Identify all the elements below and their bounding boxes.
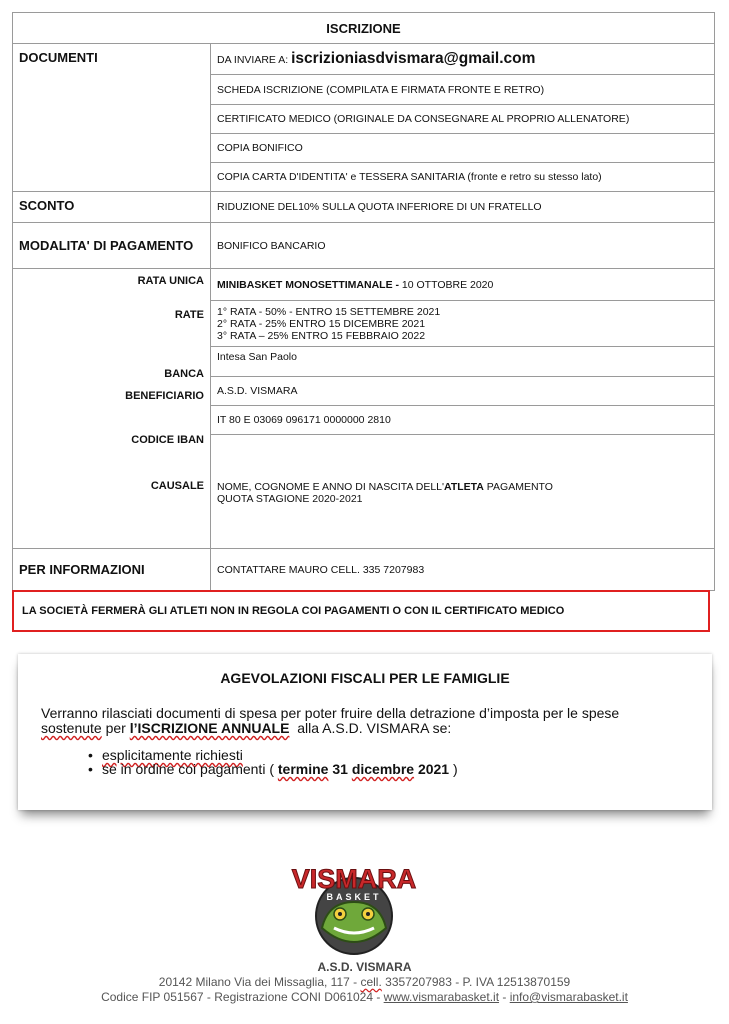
document-item: COPIA BONIFICO bbox=[211, 134, 715, 163]
rata-unica-value: MINIBASKET MONOSETTIMANALE - 10 OTTOBRE 2020 bbox=[211, 269, 714, 301]
payment-warning-banner: LA SOCIETÀ FERMERÀ GLI ATLETI NON IN REGOLA COI PAGAMENTI O CON IL CERTIFICATO MEDICO bbox=[12, 590, 710, 632]
fiscal-title: AGEVOLAZIONI FISCALI PER LE FAMIGLIE bbox=[220, 670, 510, 686]
causale-label: CAUSALE bbox=[150, 480, 204, 492]
documenti-email-cell bbox=[211, 44, 715, 75]
causale-value: NOME, COGNOME E ANNO DI NASCITA DELL'ATLETA PAGAMENTO QUOTA STAGIONE 2020-2021 bbox=[217, 481, 553, 505]
footer-registration: Codice FIP 051567 - Registrazione CONI D061024 - www.vismarabasket.it - info@vismarabasket.it bbox=[101, 990, 628, 1004]
vismara-logo bbox=[288, 858, 420, 958]
pagamento-value: BONIFICO BANCARIO bbox=[211, 223, 715, 269]
sconto-value: RIDUZIONE DEL10% SULLA QUOTA INFERIORE DI UN FRATELLO bbox=[211, 192, 715, 223]
list-item: • esplicitamente richiesti bbox=[88, 748, 712, 762]
send-prefix: DA INVIARE A: bbox=[217, 54, 289, 66]
details-values bbox=[211, 269, 715, 549]
iban-value: IT 80 E 03069 096171 0000000 2810 bbox=[211, 406, 714, 435]
email-link[interactable]: iscrizioniasdvismara@gmail.com bbox=[291, 50, 536, 67]
document-item: SCHEDA ISCRIZIONE (COMPILATA E FIRMATA FRONTE E RETRO) bbox=[211, 75, 715, 105]
table-title: ISCRIZIONE bbox=[13, 13, 715, 44]
beneficiario-value: A.S.D. VISMARA bbox=[211, 377, 714, 406]
informazioni-value: CONTATTARE MAURO CELL. 335 7207983 bbox=[211, 549, 715, 591]
footer-address: 20142 Milano Via dei Missaglia, 117 - cell. 3357207983 - P. IVA 12513870159 bbox=[158, 975, 571, 989]
rate-values: 1° RATA - 50% - ENTRO 15 SETTEMBRE 2021 2° RATA - 25% ENTRO 15 DICEMBRE 2021 3° RATA – 25% ENTRO 15 FEBBRAIO 2022 bbox=[211, 301, 714, 347]
website-link[interactable]: www.vismarabasket.it bbox=[383, 990, 500, 1004]
iban-label: CODICE IBAN bbox=[131, 434, 204, 446]
rate-label: RATE bbox=[174, 309, 204, 321]
email-link[interactable]: info@vismarabasket.it bbox=[509, 990, 628, 1004]
list-item: • se in ordine coi pagamenti ( termine 31 dicembre 2021 ) bbox=[88, 762, 712, 776]
banca-label: BANCA bbox=[164, 368, 204, 380]
documenti-label: DOCUMENTI bbox=[13, 44, 211, 192]
fiscal-text: Verranno rilasciati documenti di spesa per poter fruire della detrazione d’imposta per le spese sostenute per l’ISCRIZIONE ANNUALE alla A.S.D. VISMARA se: bbox=[41, 705, 620, 736]
banca-value: Intesa San Paolo bbox=[211, 347, 714, 377]
document-item: CERTIFICATO MEDICO (ORIGINALE DA CONSEGNARE AL PROPRIO ALLENATORE) bbox=[211, 105, 715, 134]
rata-unica-label: RATA UNICA bbox=[137, 275, 204, 287]
footer-name: A.S.D. VISMARA bbox=[317, 960, 412, 974]
logo-text: VISMARA bbox=[291, 864, 417, 894]
sconto-label: SCONTO bbox=[13, 192, 211, 223]
registration-table bbox=[12, 12, 715, 591]
beneficiario-label: BENEFICIARIO bbox=[125, 390, 204, 402]
logo-subtext: BASKET bbox=[326, 892, 382, 902]
pagamento-label: MODALITA' DI PAGAMENTO bbox=[13, 223, 211, 269]
details-labels bbox=[13, 269, 211, 549]
document-item: COPIA CARTA D'IDENTITA' e TESSERA SANITARIA (fronte e retro su stesso lato) bbox=[211, 163, 715, 192]
fiscal-benefits-box bbox=[18, 654, 712, 810]
fiscal-conditions-list bbox=[88, 748, 712, 776]
informazioni-label: PER INFORMAZIONI bbox=[13, 549, 211, 591]
